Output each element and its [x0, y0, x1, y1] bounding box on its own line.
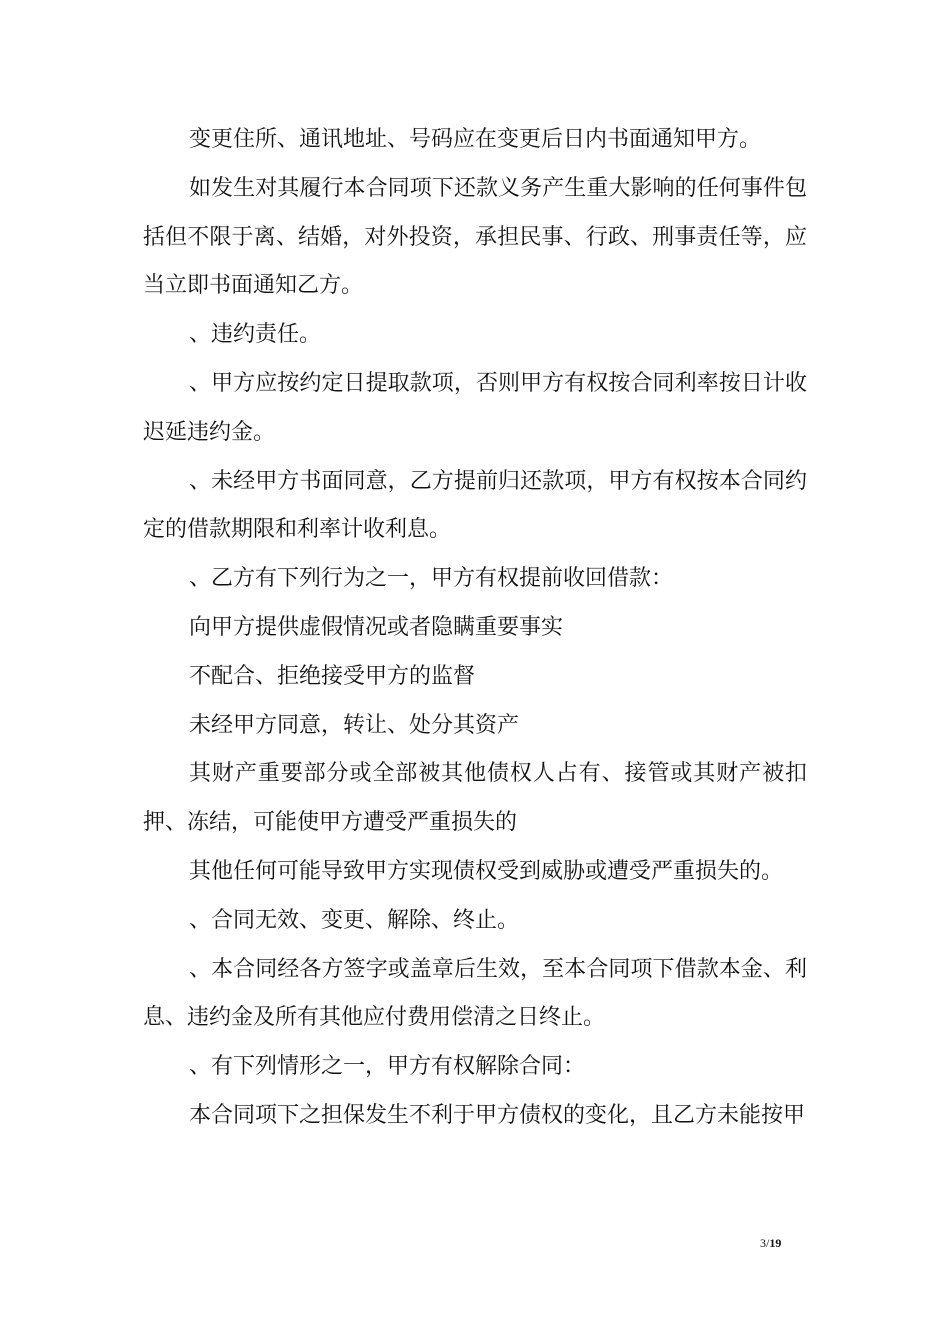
- paragraph-unauthorized-transfer: 未经甲方同意，转让、处分其资产: [189, 712, 520, 738]
- page-number-current: 3/: [760, 1236, 770, 1250]
- paragraph-major-event-notice: 如发生对其履行本合同项下还款义务产生重大影响的任何事件包括但不限于离、结婚，对外投资，承担民事、行政、刑事责任等，应当立即书面通知乙方。: [143, 175, 807, 299]
- paragraph-contract-termination-heading: 、合同无效、变更、解除、终止。: [189, 907, 520, 933]
- page-number: [760, 1236, 781, 1250]
- paragraph-liability-heading: 、违约责任。: [189, 322, 322, 348]
- document-body: [143, 116, 807, 1141]
- paragraph-early-recall-conditions: 、乙方有下列行为之一，甲方有权提前收回借款：: [189, 566, 674, 592]
- paragraph-withdrawal-penalty: 、甲方应按约定日提取款项，否则甲方有权按合同利率按日计收迟延违约金。: [143, 370, 807, 445]
- paragraph-refuse-supervision: 不配合、拒绝接受甲方的监督: [189, 663, 476, 689]
- page-number-total: 19: [769, 1236, 782, 1250]
- paragraph-false-information: 向甲方提供虚假情况或者隐瞒重要事实: [189, 614, 564, 640]
- paragraph-guarantee-change: 本合同项下之担保发生不利于甲方债权的变化，且乙方未能按甲: [189, 1102, 806, 1128]
- paragraph-rescission-conditions: 、有下列情形之一，甲方有权解除合同：: [189, 1054, 586, 1080]
- paragraph-asset-seizure: 其财产重要部分或全部被其他债权人占有、接管或其财产被扣押、冻结，可能使甲方遭受严重损失的: [143, 761, 807, 836]
- paragraph-early-repayment: 、未经甲方书面同意，乙方提前归还款项，甲方有权按本合同约定的借款期限和利率计收利息。: [143, 468, 807, 543]
- paragraph-contract-effective: 、本合同经各方签字或盖章后生效，至本合同项下借款本金、利息、违约金及所有其他应付费用偿清之日终止。: [143, 956, 807, 1031]
- paragraph-address-change: 变更住所、通讯地址、号码应在变更后日内书面通知甲方。: [189, 127, 762, 152]
- paragraph-other-threats: 其他任何可能导致甲方实现债权受到威胁或遭受严重损失的。: [189, 858, 784, 884]
